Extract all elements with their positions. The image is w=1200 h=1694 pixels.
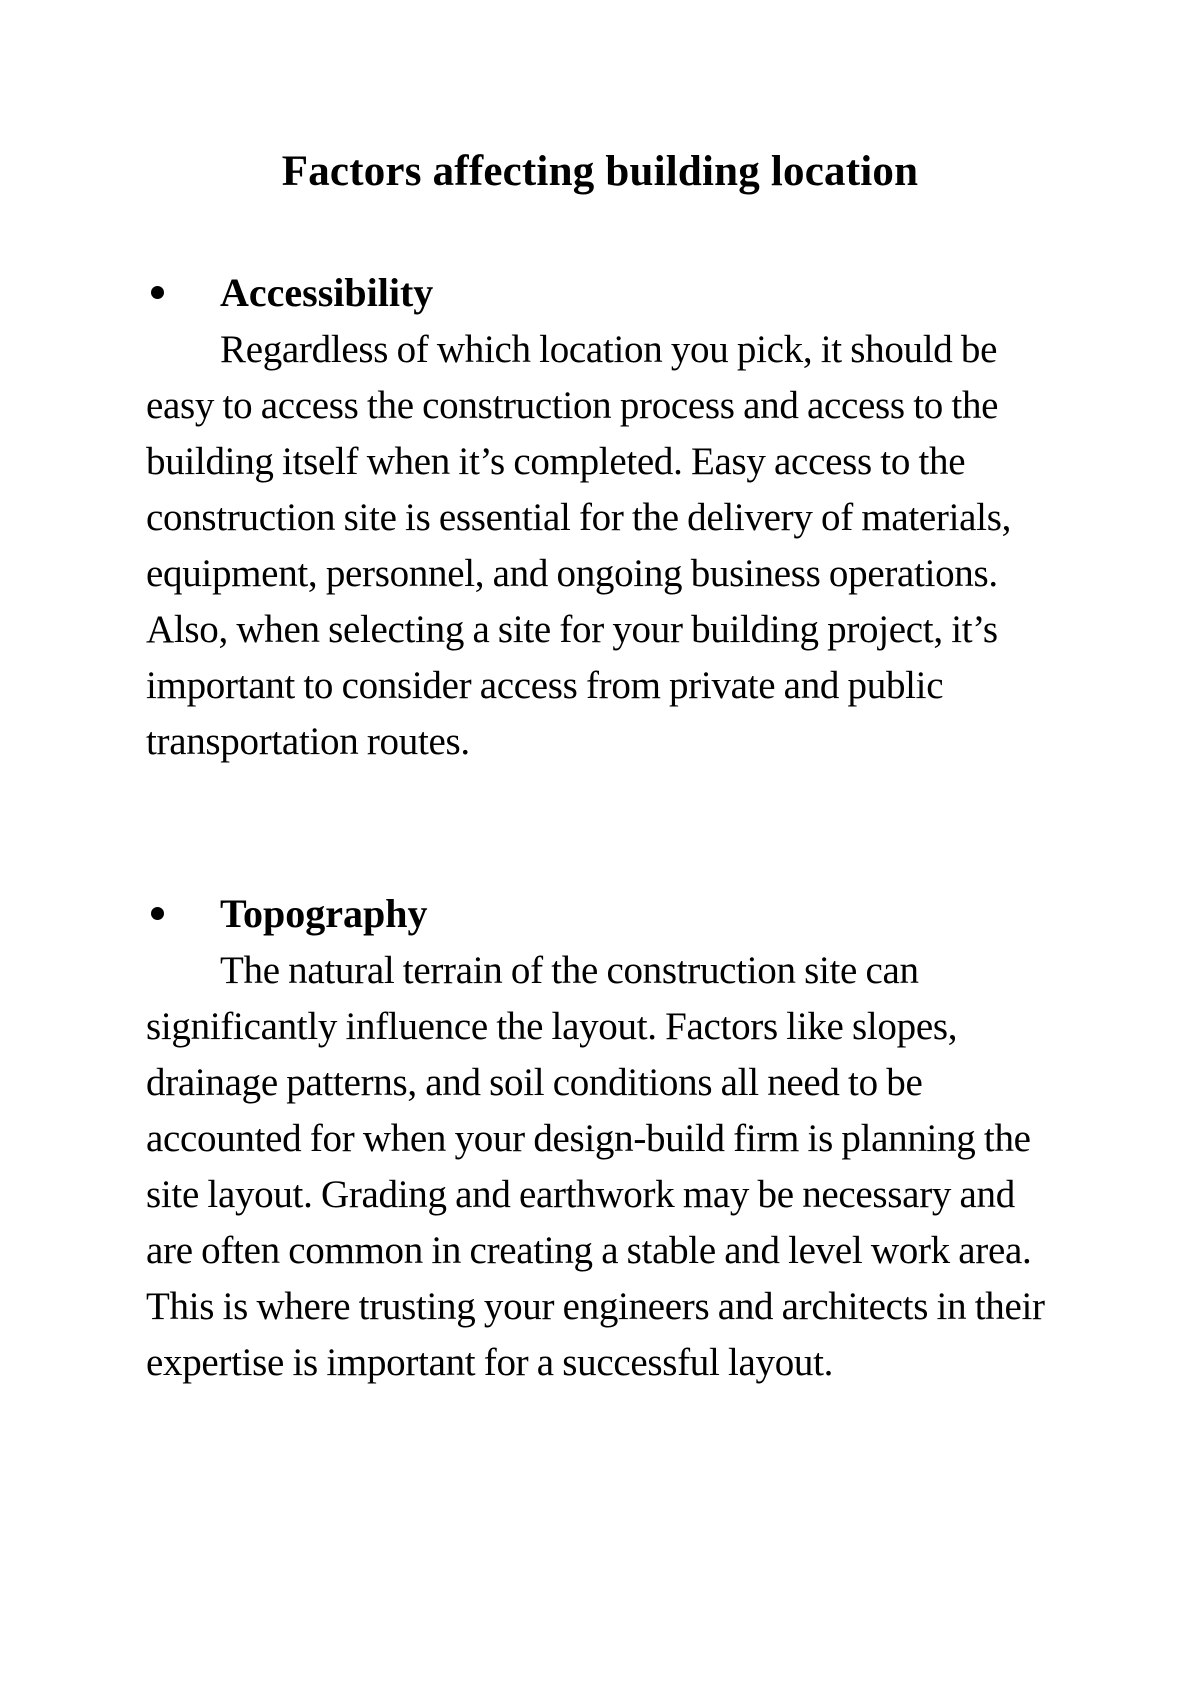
section-topography — [146, 885, 1066, 1391]
bullet-icon — [151, 286, 164, 299]
document-title: Factors affecting building location — [281, 148, 919, 195]
section-accessibility — [146, 264, 1066, 770]
section-heading-text: Topography — [220, 891, 428, 936]
section-heading — [146, 264, 1066, 322]
section-body-text: Regardless of which location you pick, it should be easy to access the construction process and access to the building itself when it’s completed. Easy access to the construction site is essential for the delivery of materials, equipment, personnel, and ongoing business operations. Also, when selecting a site for your building project, it’s important to consider access from private and public transportation routes. — [146, 328, 1012, 763]
section-body-text: The natural terrain of the construction site can significantly influence the layout. Factors like slopes, drainage patterns, and soil conditions all need to be accounted for when your design-build firm is planning the site layout. Grading and earthwork may be necessary and are often common in creating a stable and level work area. This is where trusting your engineers and architects in their expertise is important for a successful layout. — [146, 949, 1045, 1384]
section-heading-text: Accessibility — [220, 270, 434, 315]
section-heading — [146, 885, 1066, 943]
bullet-icon — [151, 907, 164, 920]
